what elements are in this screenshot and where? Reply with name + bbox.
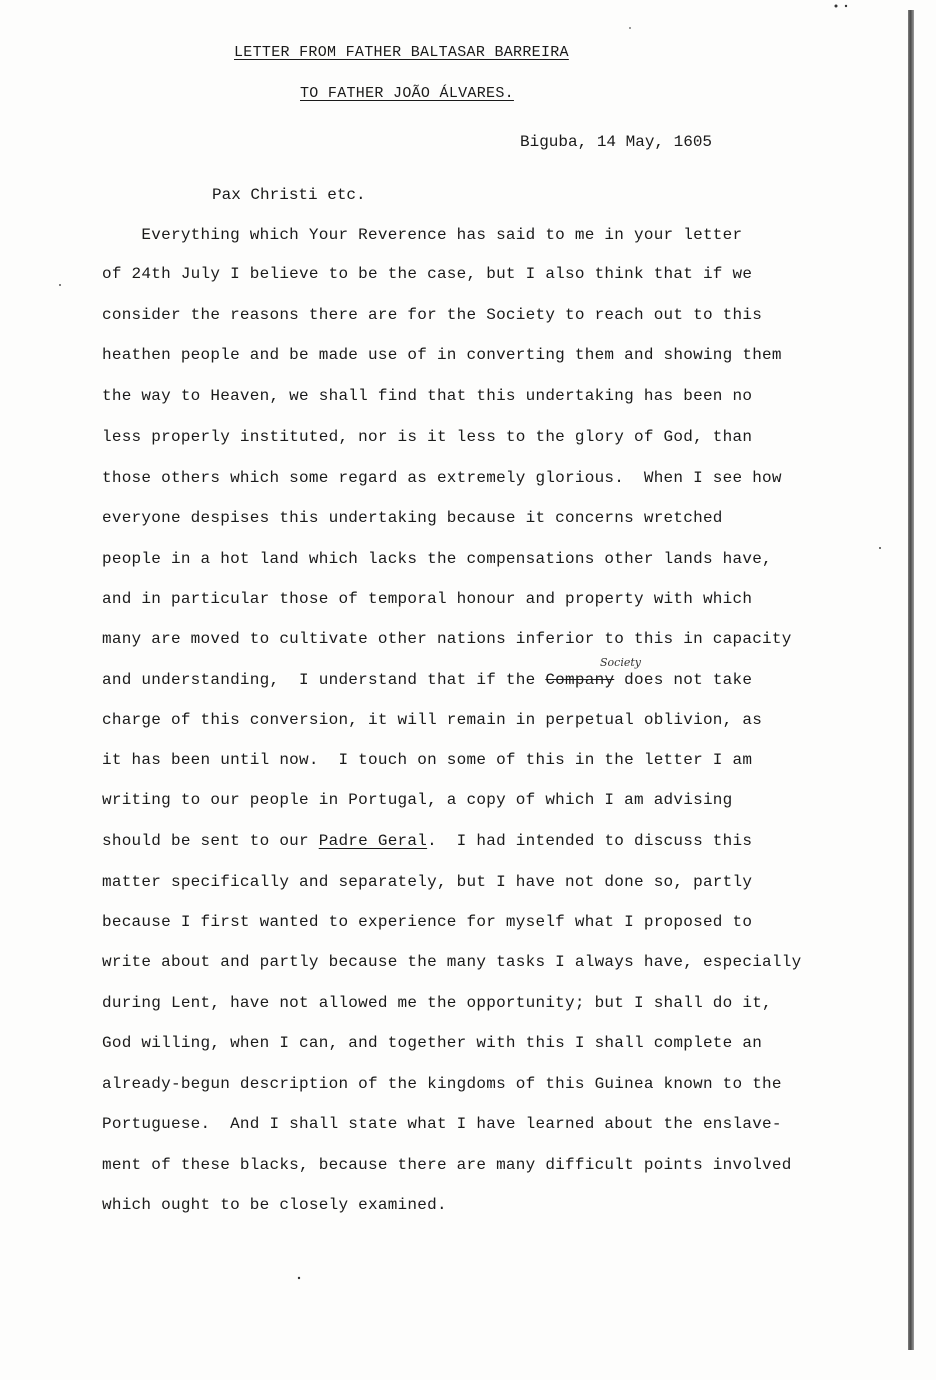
- body-line: everyone despises this undertaking because it concerns wretched: [102, 509, 723, 527]
- letter-title-line-2: TO FATHER JOÃO ÁLVARES.: [300, 85, 514, 102]
- body-line: consider the reasons there are for the Society to reach out to this: [102, 306, 763, 324]
- place-and-date: Biguba, 14 May, 1605: [520, 133, 713, 151]
- body-line: those others which some regard as extremely glorious. When I see how: [102, 469, 782, 487]
- body-line: because I first wanted to experience for myself what I proposed to: [102, 913, 753, 931]
- body-line: which ought to be closely examined.: [102, 1196, 447, 1214]
- body-line: already-begun description of the kingdoms of this Guinea known to the: [102, 1075, 782, 1093]
- body-line: the way to Heaven, we shall find that this undertaking has been no: [102, 387, 753, 405]
- underlined-phrase: Padre Geral: [318, 832, 428, 850]
- body-line: heathen people and be made use of in converting them and showing them: [102, 346, 782, 364]
- scanned-page-edge: [908, 10, 914, 1350]
- text-segment: should be sent to our: [102, 832, 319, 850]
- body-line: Portuguese. And I shall state what I have learned about the enslave-: [102, 1115, 782, 1133]
- body-line: people in a hot land which lacks the compensations other lands have,: [102, 550, 772, 568]
- body-line: Everything which Your Reverence has said to me in your letter: [102, 226, 743, 244]
- body-line: many are moved to cultivate other nations inferior to this in capacity: [102, 630, 792, 648]
- text-segment: does not take: [614, 671, 753, 689]
- body-line: it has been until now. I touch on some of this in the letter I am: [102, 751, 753, 769]
- body-line: and in particular those of temporal honour and property with which: [102, 590, 753, 608]
- body-line: of 24th July I believe to be the case, but I also think that if we: [102, 265, 753, 283]
- body-line-with-underline: [102, 832, 752, 850]
- body-line: God willing, when I can, and together with this I shall complete an: [102, 1034, 763, 1052]
- body-line: during Lent, have not allowed me the opportunity; but I shall do it,: [102, 994, 772, 1012]
- body-line: charge of this conversion, it will remain in perpetual oblivion, as: [102, 711, 763, 729]
- body-line: less properly instituted, nor is it less to the glory of God, than: [102, 428, 753, 446]
- body-line-with-correction: [102, 671, 752, 689]
- letter-title-line-1: LETTER FROM FATHER BALTASAR BARREIRA: [234, 44, 569, 61]
- text-segment: and understanding, I understand that if the: [102, 671, 546, 689]
- body-line: matter specifically and separately, but I have not done so, partly: [102, 873, 753, 891]
- body-line: ment of these blacks, because there are many difficult points involved: [102, 1156, 792, 1174]
- struck-out-word: Company: [545, 671, 615, 689]
- body-line: writing to our people in Portugal, a copy of which I am advising: [102, 791, 733, 809]
- salutation: Pax Christi etc.: [212, 186, 366, 204]
- text-segment: . I had intended to discuss this: [427, 832, 753, 850]
- body-line: write about and partly because the many tasks I always have, especially: [102, 953, 802, 971]
- handwritten-correction: Society: [600, 656, 641, 669]
